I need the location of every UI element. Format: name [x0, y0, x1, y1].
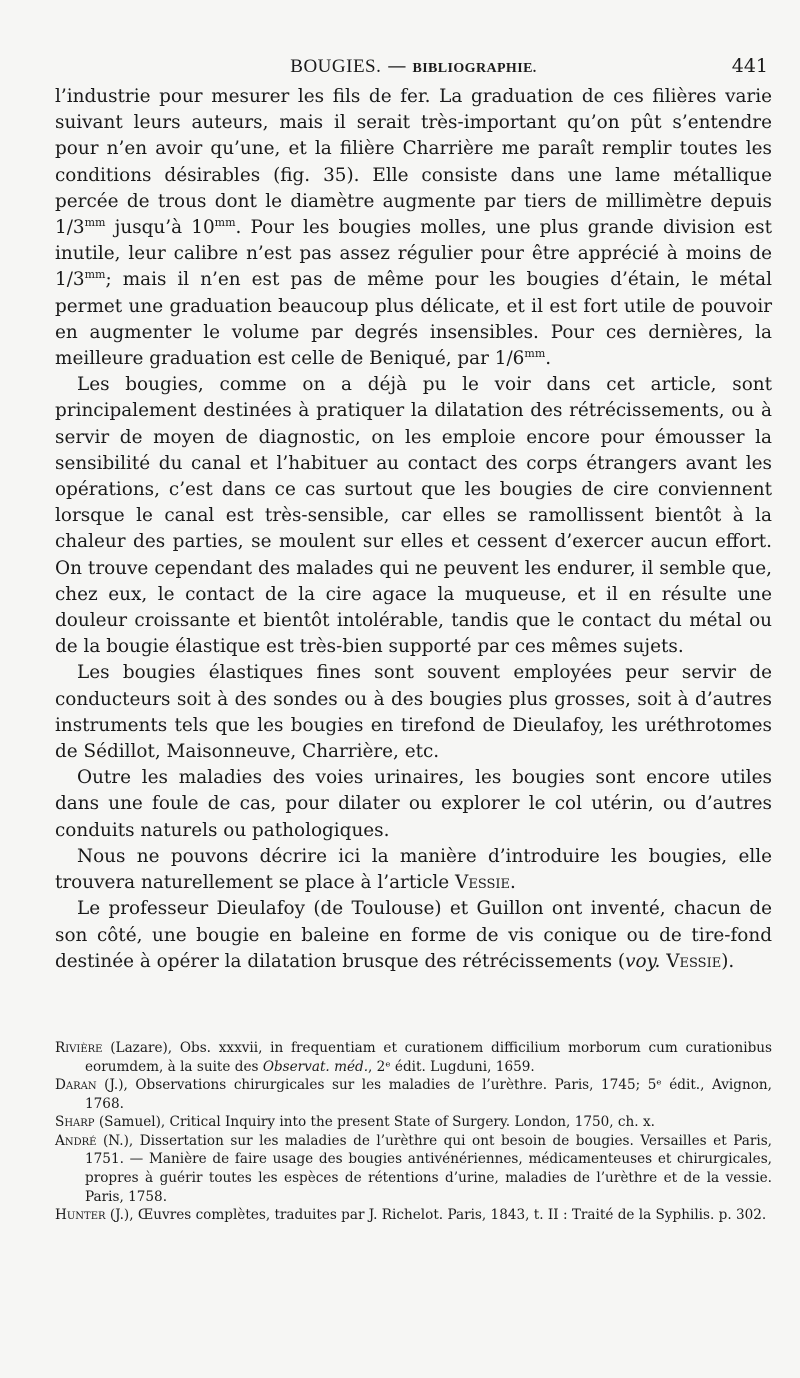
unit-superscript: mm [84, 215, 106, 229]
ref-title-italic: Observat. méd. [262, 1058, 369, 1075]
paragraph-5: Nous ne pouvons décrire ici la manière d’introduire les bougies, elle trouvera naturellement se place à l’article Vessie. [55, 845, 772, 894]
page-number: 441 [731, 55, 768, 77]
body-text [55, 84, 772, 975]
cross-reference: Vessie [666, 950, 722, 972]
paragraph-1: l’industrie pour mesurer les fils de fer. La graduation de ces filières varie suivant leurs auteurs, mais il serait très-important qu’on pût s’entendre pour n’en avoir qu’une, et la filière Charrière me paraît remplir toutes les conditions désirables (fig. 35). Elle consiste dans une lame métallique percée de trous dont le diamètre augmente par tiers de millimètre depuis $1/3^{mm}$ jusqu’à $10^{mm}$. Pour les bougies molles, une plus grande division est inutile, leur calibre n’est pas assez régulier pour être apprécié à moins de $1/3^{mm}$; mais il n’en est pas de même pour les bougies d’étain, le métal permet une graduation beaucoup plus délicate, et il est fort utile de pouvoir en augmenter le volume par degrés insensibles. Pour ces dernières, la meilleure graduation est celle de Beniqué, par $1/6^{mm}$. [55, 86, 772, 370]
bibliography-entry: Hunter (J.), Œuvres complètes, traduites par J. Richelot. Paris, 1843, t. II : Traité de la Syphilis. p. 302. [55, 1207, 767, 1224]
bibliography-entry: Daran (J.), Observations chirurgicales sur les maladies de l’urèthre. Paris, 1745; 5ᵉ édit., Avignon, 1768. [55, 1077, 772, 1112]
bibliography-entry: Sharp (Samuel), Critical Inquiry into the present State of Surgery. London, 1750, ch. x. [55, 1114, 655, 1131]
ref-author: Hunter [55, 1207, 106, 1224]
unit-superscript: mm [84, 268, 106, 282]
bibliography [55, 1039, 772, 1225]
voy-abbreviation: voy. [625, 950, 661, 972]
paragraph-4: Outre les maladies des voies urinaires, les bougies sont encore utiles dans une foule de cas, pour dilater ou explorer le col utérin, ou d’autres conduits naturels ou pathologiques. [55, 767, 772, 841]
bibliography-entry: André (N.), Dissertation sur les maladies de l’urèthre qui ont besoin de bougies. Versailles et Paris, 1751. — Manière de faire usage des bougies antivénériennes, médicamenteuses et chirurgicales, propres à guérir toutes les espèces de rétentions d’urine, maladies de l’urèthre et de la vessie. Paris, 1758. [55, 1132, 772, 1205]
ref-author: Rivière [55, 1039, 103, 1056]
running-section: BIBLIOGRAPHIE. [412, 61, 537, 76]
running-head [55, 48, 772, 84]
ref-author: André [55, 1132, 97, 1149]
running-dash: — [381, 55, 413, 77]
bibliography-entry: Rivière (Lazare), Obs. xxxvii, in frequentiam et curationem difficilium morborum cum curationibus eorumdem, à la suite des Observat. méd., 2ᵉ édit. Lugduni, 1659. [55, 1039, 772, 1075]
unit-superscript: mm [524, 346, 546, 360]
unit-superscript: mm [214, 215, 236, 229]
ref-author: Sharp [55, 1114, 95, 1131]
paragraph-2: Les bougies, comme on a déjà pu le voir dans cet article, sont principalement destinées à pratiquer la dilatation des rétrécissements, ou à servir de moyen de diagnostic, on les emploie encore pour émousser la sensibilité du canal et l’habituer au contact des corps étrangers avant les opérations, c’est dans ce cas surtout que les bougies de cire conviennent lorsque le canal est très-sensible, car elles se ramollissent bientôt à la chaleur des parties, se moulent sur elles et cessent d’exercer aucun effort. On trouve cependant des malades qui ne peuvent les endurer, il semble que, chez eux, le contact de la cire agace la muqueuse, et il en résulte une douleur croissante et bientôt intolérable, tandis que le contact du métal ou de la bougie élastique est très-bien supporté par ces mêmes sujets. [55, 374, 772, 658]
paragraph-6: Le professeur Dieulafoy (de Toulouse) et Guillon ont inventé, chacun de son côté, une bougie en baleine en forme de vis conique ou de tire-fond destinée à opérer la dilatation brusque des rétrécissements (voy. Vessie). [55, 898, 772, 972]
cross-reference: Vessie [455, 872, 511, 894]
paragraph-3: Les bougies élastiques fines sont souvent employées peur servir de conducteurs soit à des sondes ou à des bougies plus grosses, soit à d’autres instruments tels que les bougies en tirefond de Dieulafoy, les uréthrotomes de Sédillot, Maisonneuve, Charrière, etc. [55, 662, 772, 763]
ref-author: Daran [55, 1077, 97, 1094]
running-title: BOUGIES. [290, 56, 382, 77]
